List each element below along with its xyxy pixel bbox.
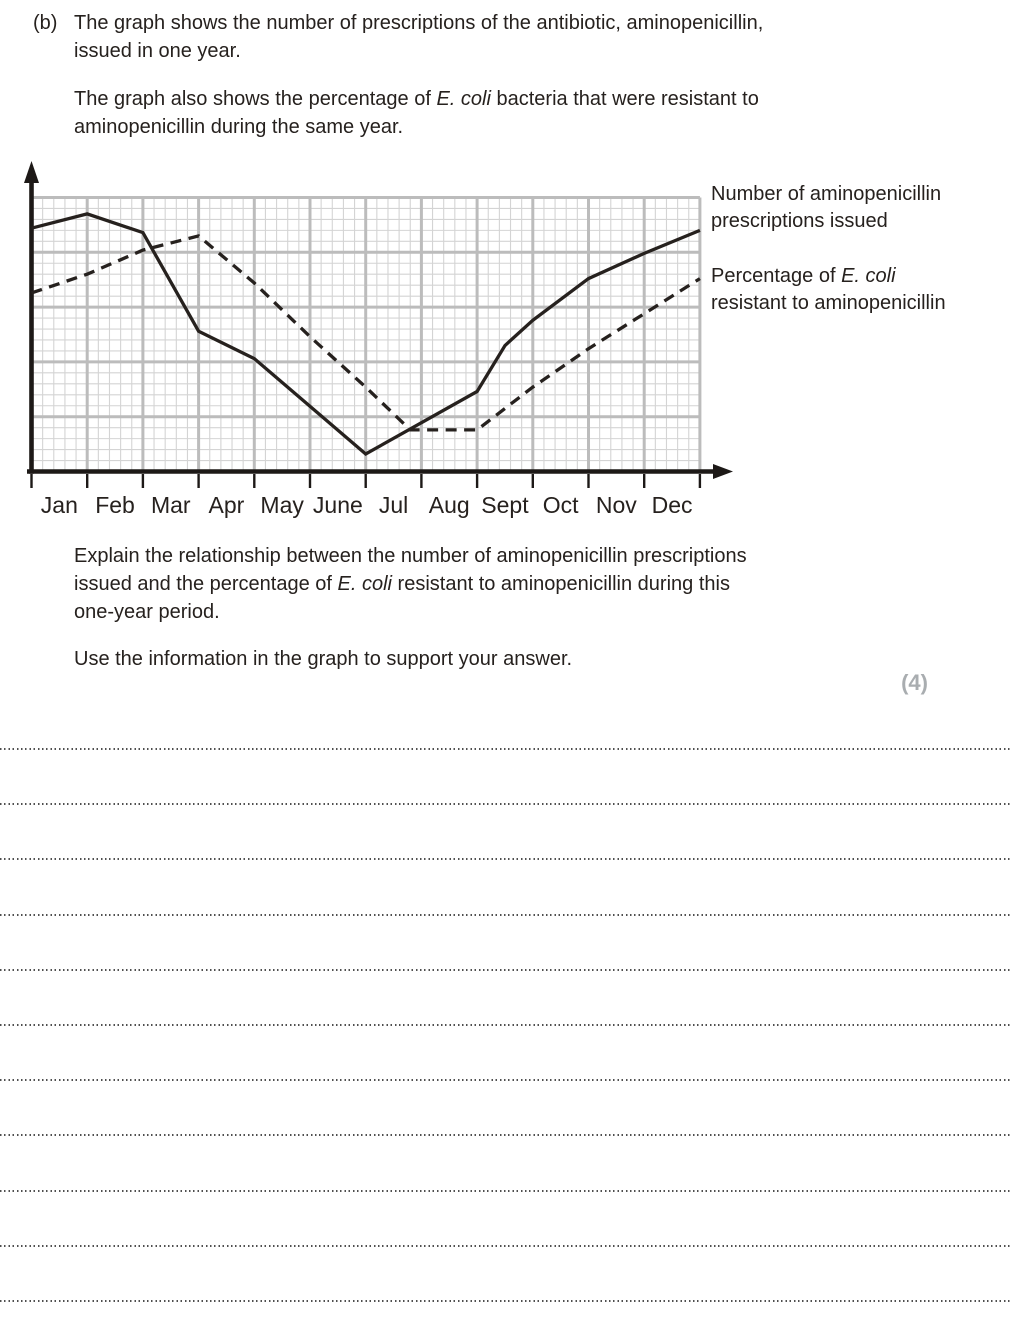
- x-axis-ticks: [32, 474, 700, 488]
- question-text-line: The graph also shows the percentage of E. coli bacteria that were resistant to: [74, 88, 759, 110]
- answer-line: [0, 914, 1010, 916]
- explain-text-line: issued and the percentage of E. coli resistant to aminopenicillin during this: [74, 573, 730, 595]
- legend-line: prescriptions issued: [711, 210, 888, 232]
- question-text-line: aminopenicillin during the same year.: [74, 116, 404, 138]
- month-label: Jul: [378, 492, 409, 518]
- question-text-line: issued in one year.: [74, 40, 241, 62]
- legend-line: Number of aminopenicillin: [711, 183, 942, 205]
- legend-line: Percentage of E. coli: [711, 265, 896, 287]
- answer-line: [0, 1245, 1010, 1247]
- question-paragraph-2: [74, 85, 759, 141]
- month-label: Jan: [40, 492, 78, 518]
- legend-prescriptions: [711, 181, 941, 235]
- month-label: Nov: [595, 492, 637, 518]
- question-paragraph-1: [74, 9, 763, 65]
- question-label: (b): [33, 12, 58, 34]
- answer-line: [0, 1300, 1010, 1302]
- ecoli-italic: E. coli: [436, 88, 491, 110]
- answer-line: [0, 1134, 1010, 1136]
- y-axis: [24, 161, 39, 474]
- explain-text-line: one-year period.: [74, 601, 220, 623]
- answer-line: [0, 969, 1010, 971]
- marks-badge: (4): [901, 670, 928, 695]
- month-label: Dec: [651, 492, 693, 518]
- month-label: Oct: [542, 492, 579, 518]
- month-label: Apr: [208, 492, 245, 518]
- x-axis: [27, 464, 733, 488]
- answer-line: [0, 1190, 1010, 1192]
- month-label: Sept: [481, 492, 529, 518]
- explain-text-line: Explain the relationship between the number of aminopenicillin prescriptions: [74, 545, 747, 567]
- answer-line: [0, 858, 1010, 860]
- month-label: Aug: [428, 492, 470, 518]
- ecoli-italic: E. coli: [337, 573, 392, 595]
- use-information-line: Use the information in the graph to support your answer.: [74, 648, 573, 670]
- month-label: Mar: [150, 492, 191, 518]
- month-labels: [41, 492, 693, 518]
- legend-line: resistant to aminopenicillin: [711, 292, 946, 314]
- answer-line: [0, 1079, 1010, 1081]
- ecoli-italic: E. coli: [841, 265, 896, 287]
- explain-prompt: [74, 542, 747, 626]
- month-label: Feb: [95, 492, 135, 518]
- answer-line: [0, 803, 1010, 805]
- legend-resistance: [711, 263, 946, 317]
- grid: [32, 198, 700, 472]
- answer-line: [0, 1024, 1010, 1026]
- month-label: May: [260, 492, 304, 518]
- month-label: June: [312, 492, 363, 518]
- question-text-line: The graph shows the number of prescriptions of the antibiotic, aminopenicillin,: [74, 12, 764, 34]
- answer-line: [0, 748, 1010, 750]
